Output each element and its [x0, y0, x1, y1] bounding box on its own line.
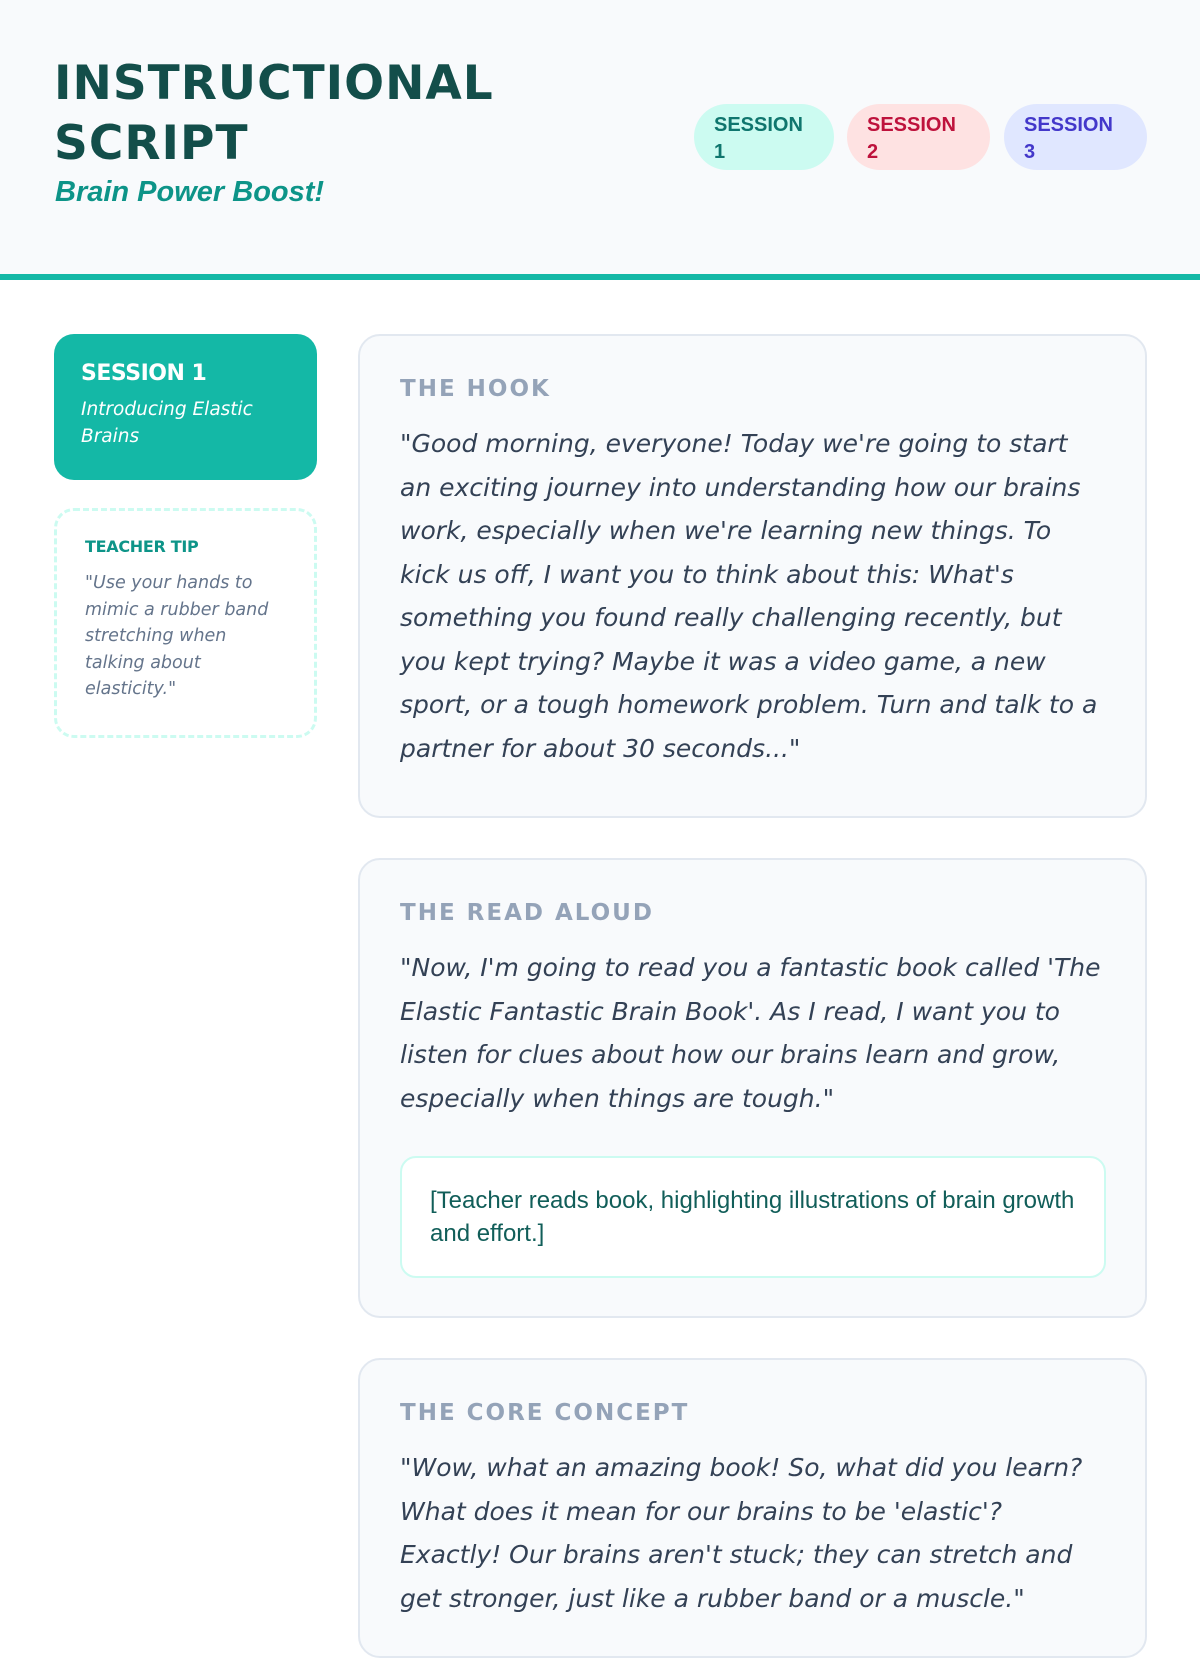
document-header: [0, 0, 1200, 280]
stage-direction-note: [Teacher reads book, highlighting illustrations of brain growth and effort.]: [400, 1156, 1106, 1278]
page-title: INSTRUCTIONAL SCRIPT: [54, 56, 494, 171]
teacher-tip-card: [54, 508, 317, 738]
session-label: SESSION 1: [81, 361, 207, 386]
hook-section-card: [358, 334, 1147, 818]
current-session-card: [54, 334, 317, 480]
section-heading: THE READ ALOUD: [400, 900, 654, 926]
page-subtitle: Brain Power Boost!: [55, 176, 325, 208]
session-2-pill[interactable]: SESSION 2: [847, 104, 990, 170]
section-script-text: "Now, I'm going to read you a fantastic book called 'The Elastic Fantastic Brain Book'. As I read, I want you to listen for clues about how our brains learn and grow, especially when things are tough.": [400, 953, 1101, 1113]
teacher-tip-label: TEACHER TIP: [85, 537, 199, 556]
teacher-tip-text: "Use your hands to mimic a rubber band stretching when talking about elasticity.": [85, 573, 269, 699]
section-heading: THE HOOK: [400, 376, 551, 402]
section-heading: THE CORE CONCEPT: [400, 1400, 690, 1426]
read-aloud-section-card: [358, 858, 1147, 1318]
core-concept-section-card: [358, 1358, 1147, 1658]
session-3-pill[interactable]: SESSION 3: [1004, 104, 1147, 170]
section-script-text: "Wow, what an amazing book! So, what did you learn? What does it mean for our brains to be 'elastic'? Exactly! Our brains aren't stuck; they can stretch and get stronger, just like a rubber band or a muscle.": [400, 1453, 1083, 1613]
session-description: Introducing Elastic Brains: [81, 399, 253, 447]
section-script-text: "Good morning, everyone! Today we're going to start an exciting journey into understanding how our brains work, especially when we're learning new things. To kick us off, I want you to think about this: What's something you found really challenging recently, but you kept trying? Maybe it was a video game, a new sport, or a tough homework problem. Turn and talk to a partner for about 30 seconds...": [400, 429, 1098, 763]
session-1-pill[interactable]: SESSION 1: [694, 104, 834, 170]
